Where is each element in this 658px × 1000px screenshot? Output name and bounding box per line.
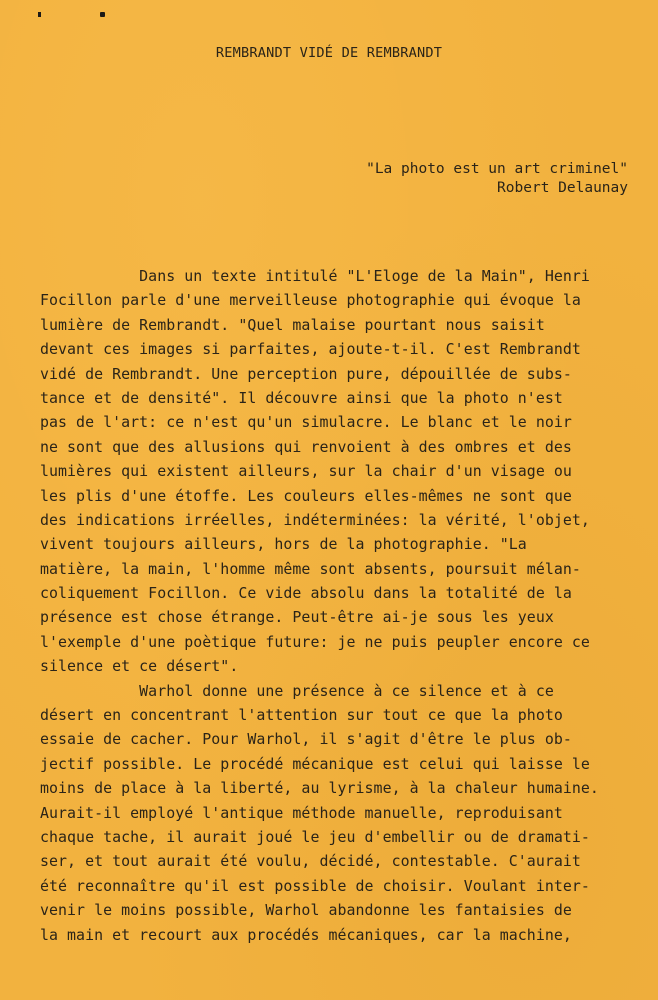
body-text xyxy=(40,264,630,947)
ink-speck xyxy=(38,12,41,17)
text-line: tance et de densité". Il découvre ainsi que la photo n'est xyxy=(40,388,563,407)
text-line: vidé de Rembrandt. Une perception pure, dépouillée de subs- xyxy=(40,364,572,383)
text-line: pas de l'art: ce n'est qu'un simulacre. Le blanc et le noir xyxy=(40,413,572,432)
epigraph-author: Robert Delaunay xyxy=(497,180,628,196)
text-line: coliquement Focillon. Ce vide absolu dans la totalité de la xyxy=(40,584,572,603)
text-line: désert en concentrant l'attention sur tout ce que la photo xyxy=(40,706,563,725)
text-line: ser, et tout aurait été voulu, décidé, contestable. C'aurait xyxy=(40,852,581,871)
text-line: silence et ce désert". xyxy=(40,657,239,676)
text-line: chaque tache, il aurait joué le jeu d'embellir ou de dramati- xyxy=(40,827,590,846)
text-line: lumière de Rembrandt. "Quel malaise pourtant nous saisit xyxy=(40,315,545,334)
text-line: venir le moins possible, Warhol abandonne les fantaisies de xyxy=(40,901,572,920)
text-line: moins de place à la liberté, au lyrisme, à la chaleur humaine. xyxy=(40,779,599,798)
text-line: devant ces images si parfaites, ajoute-t-il. C'est Rembrandt xyxy=(40,340,581,359)
text-line: jectif possible. Le procédé mécanique est celui qui laisse le xyxy=(40,754,590,773)
text-line: vivent toujours ailleurs, hors de la photographie. "La xyxy=(40,535,527,554)
epigraph xyxy=(366,160,628,198)
text-line: Focillon parle d'une merveilleuse photographie qui évoque la xyxy=(40,291,581,310)
text-line: Aurait-il employé l'antique méthode manuelle, reproduisant xyxy=(40,803,563,822)
text-line: lumières qui existent ailleurs, sur la chair d'un visage ou xyxy=(40,462,572,481)
text-line: été reconnaître qu'il est possible de choisir. Voulant inter- xyxy=(40,876,590,895)
ink-speck xyxy=(100,12,105,17)
text-line: essaie de cacher. Pour Warhol, il s'agit d'être le plus ob- xyxy=(40,730,572,749)
text-line: ne sont que des allusions qui renvoient à des ombres et des xyxy=(40,437,572,456)
text-line: les plis d'une étoffe. Les couleurs elles-mêmes ne sont que xyxy=(40,486,572,505)
epigraph-quote: "La photo est un art criminel" xyxy=(366,161,628,177)
text-line: Dans un texte intitulé "L'Eloge de la Main", Henri xyxy=(40,267,590,285)
text-line: Warhol donne une présence à ce silence et à ce xyxy=(40,681,554,700)
text-line: des indications irréelles, indéterminées: la vérité, l'objet, xyxy=(40,510,590,529)
text-line: la main et recourt aux procédés mécaniques, car la machine, xyxy=(40,925,572,944)
text-line: présence est chose étrange. Peut-être ai-je sous les yeux xyxy=(40,608,554,627)
text-line: l'exemple d'une poètique future: je ne puis peupler encore ce xyxy=(40,632,590,651)
page-title: REMBRANDT VIDÉ DE REMBRANDT xyxy=(215,45,443,61)
text-line: matière, la main, l'homme même sont absents, poursuit mélan- xyxy=(40,559,581,578)
